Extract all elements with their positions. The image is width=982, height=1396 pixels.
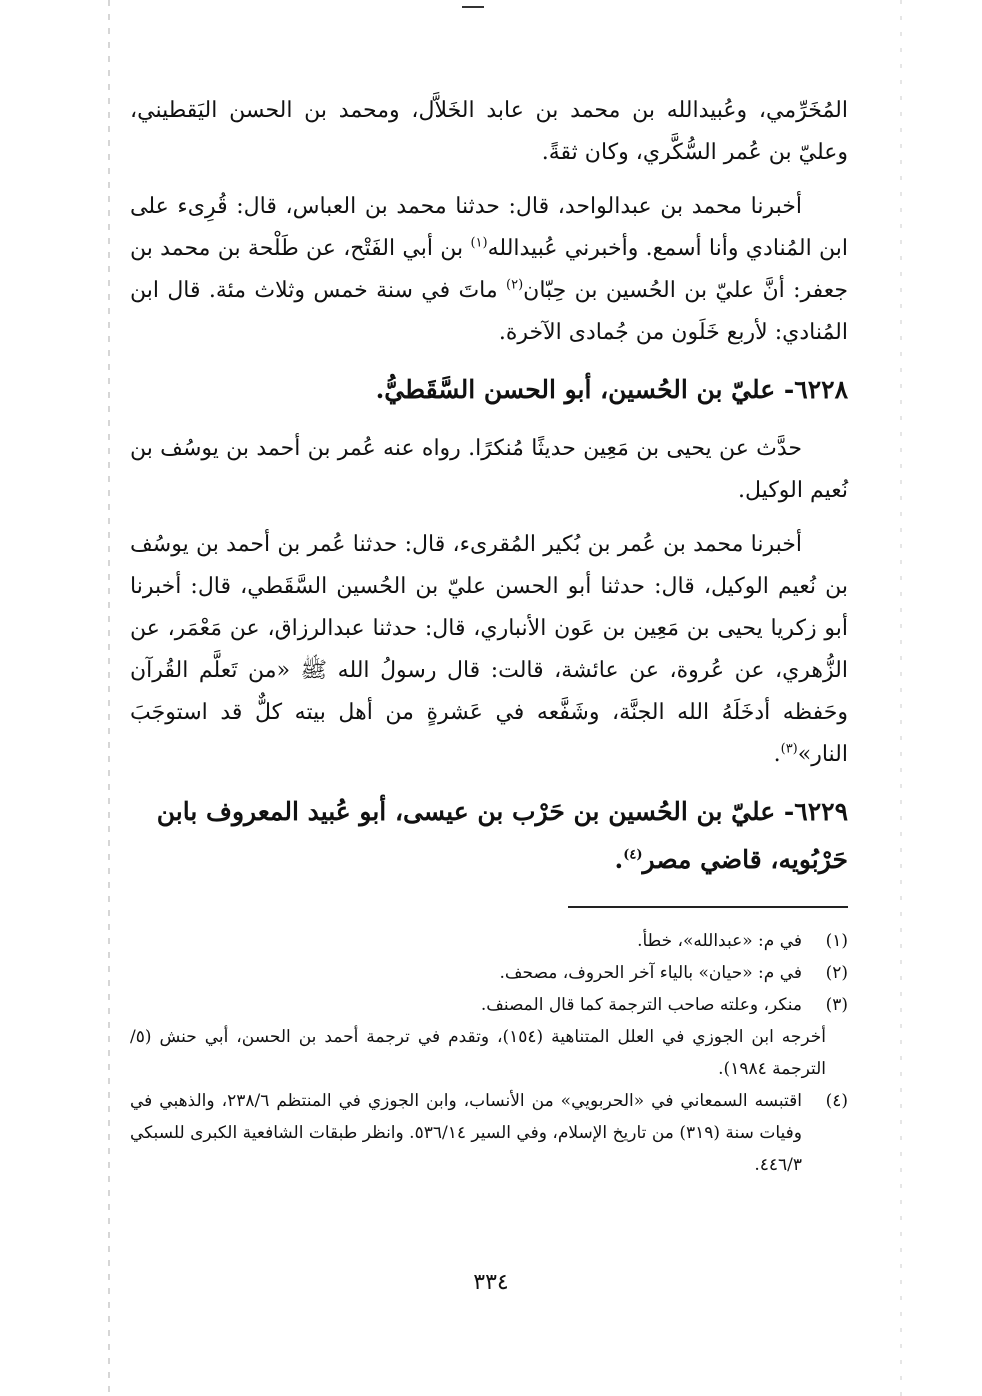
footnote-text: في م: «حيان» بالياء آخر الحروف، مصحف.: [499, 963, 802, 983]
page-body: [130, 90, 848, 898]
entry-heading-6228: ٦٢٢٨- عليّ بن الحُسين، أبو الحسن السَّقَطيُّ.: [375, 375, 848, 404]
footnote-text: منكر، وعلته صاحب الترجمة كما قال المصنف.: [480, 995, 802, 1015]
footnote-ref-1[interactable]: (١): [470, 235, 488, 251]
paragraph-3: حدَّث عن يحيى بن مَعِين حديثًا مُنكرًا. رواه عنه عُمر بن أحمد بن يوسُف بن نُعيم الوكيل.: [130, 436, 848, 503]
footnote-3-continuation: أخرجه ابن الجوزي في العلل المتناهية (١٥٤)، وتقدم في ترجمة أحمد بن الحسن، أبي حنش (٥/ الترجمة ١٩٨٤).: [130, 1027, 826, 1079]
entry-heading-6229: ٦٢٢٩- عليّ بن الحُسين بن حَرْب بن عيسى، أبو عُبيد المعروف بابن حَرْبُويه، قاضي مصر$^{(٤)}$.: [156, 797, 848, 874]
paragraph-2: أخبرنا محمد بن عبدالواحد، قال: حدثنا محمد بن العباس، قال: قُرِىء على ابن المُنادي وأنا أسمع. وأخبرني عُبيدالله$^{(١)}$ بن أبي الفَتْح، عن طَلْحة بن محمد بن جعفر: أنَّ عليّ بن الحُسين بن حِبّان$^{(٢)}$ ماتَ في سنة خمس وثلاث مئة. قال ابن المُنادي: لأربع خَلَون من جُمادى الآخرة.: [130, 194, 849, 345]
footnote-number: (٢): [825, 963, 848, 983]
footnote-number: (٤): [825, 1091, 848, 1111]
scan-edge-right: [900, 0, 902, 1396]
footnote-1: [130, 925, 848, 957]
footnotes: [130, 925, 848, 1181]
footnote-text: اقتبسه السمعاني في «الحربويي» من الأنساب، وابن الجوزي في المنتظم ٢٣٨/٦، والذهبي في وفيات سنة (٣١٩) من تاريخ الإسلام، وفي السير ٥٣٦/١٤. وانظر طبقات الشافعية الكبرى للسبكي ٤٤٦/٣.: [130, 1091, 803, 1175]
footnote-ref-2[interactable]: (٢): [506, 277, 524, 293]
footnote-3: [130, 989, 848, 1021]
top-mark: [462, 0, 484, 8]
footnote-ref-3[interactable]: (٣): [780, 741, 798, 757]
paragraph-4: أخبرنا محمد بن عُمر بن بُكير المُقرىء، قال: حدثنا عُمر بن أحمد بن يوسُف بن نُعيم الوكيل، قال: حدثنا أبو الحسن عليّ بن الحُسين السَّقَطي، قال: أخبرنا أبو زكريا يحيى بن مَعِين بن عَون الأنباري، قال: حدثنا عبدالرزاق، عن مَعْمَر، عن الزُّهري، عن عُروة، عن عائشة، قالت: قال رسولُ الله ﷺ «من تَعلَّم القُرآن وحَفظه أدخَلَهُ الله الجنَّة، وشَفَّعه في عَشرةٍ من أهل بيته كلٌّ قد استوجَبَ النار»$^{(٣)}$.: [130, 532, 848, 767]
footnote-ref-4[interactable]: (٤): [623, 847, 643, 863]
footnote-4: [130, 1085, 848, 1181]
footnote-text: في م: «عبدالله»، خطأ.: [637, 931, 802, 951]
footnote-2: [130, 957, 848, 989]
page-number: ٣٣٤: [473, 1270, 509, 1295]
footnote-separator: [568, 906, 848, 908]
footnote-number: (١): [825, 931, 848, 951]
scan-edge-left: [108, 0, 110, 1396]
footnote-number: (٣): [825, 995, 848, 1015]
paragraph-1: المُخَرِّمي، وعُبيدالله بن محمد بن عابد الخَلاَّل، ومحمد بن الحسن اليَقطيني، وعليّ بن عُمر السُّكَّري، وكان ثقةً.: [130, 98, 848, 165]
